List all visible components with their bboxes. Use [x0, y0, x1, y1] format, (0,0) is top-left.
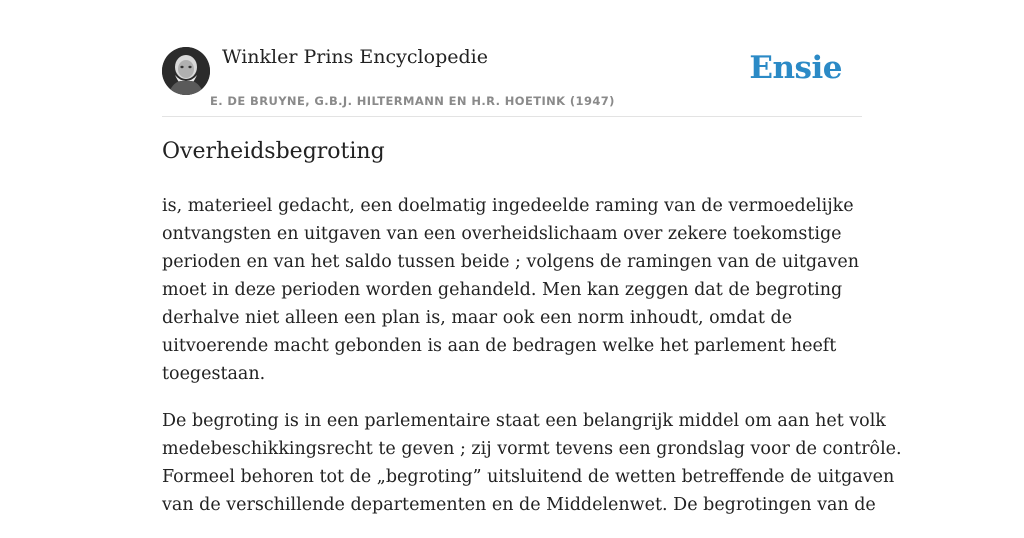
text-line: medebeschikkingsrecht te geven ; zij vormt tevens een grondslag voor de contrôle. — [162, 439, 902, 459]
article-body — [162, 192, 902, 538]
text-line: De begroting is in een parlementaire staat een belangrijk middel om aan het volk — [162, 411, 886, 431]
text-line: van de verschillende departementen en de Middelenwet. De begrotingen van de — [162, 495, 876, 515]
text-line: is, materieel gedacht, een doelmatig ingedeelde raming van de vermoedelijke — [162, 196, 854, 216]
text-line: ontvangsten en uitgaven van een overheidslichaam over zekere toekomstige — [162, 224, 842, 244]
paragraph-1 — [162, 192, 862, 388]
text-line: derhalve niet alleen een plan is, maar ook een norm inhoudt, omdat de — [162, 308, 793, 328]
article-page — [162, 0, 902, 515]
text-line: perioden en van het saldo tussen beide ; volgens de ramingen van de uitgaven — [162, 252, 860, 272]
ensie-logo[interactable]: Ensie — [749, 50, 842, 86]
source-title[interactable]: Winkler Prins Encyclopedie — [222, 46, 488, 68]
source-header — [162, 44, 862, 117]
article-title: Overheidsbegroting — [162, 139, 385, 164]
text-line: Formeel behoren tot de „begroting” uitsluitend de wetten betreffende de uitgaven — [162, 467, 895, 487]
text-line: toegestaan. — [162, 364, 266, 384]
paragraph-2 — [162, 407, 902, 519]
source-authors: E. DE BRUYNE, G.B.J. HILTERMANN EN H.R. HOETINK (1947) — [210, 94, 615, 108]
text-line: uitvoerende macht gebonden is aan de bedragen welke het parlement heeft — [162, 336, 837, 356]
portrait-image — [162, 47, 210, 95]
text-line: moet in deze perioden worden gehandeld. Men kan zeggen dat de begroting — [162, 280, 843, 300]
author-portrait — [162, 47, 210, 95]
